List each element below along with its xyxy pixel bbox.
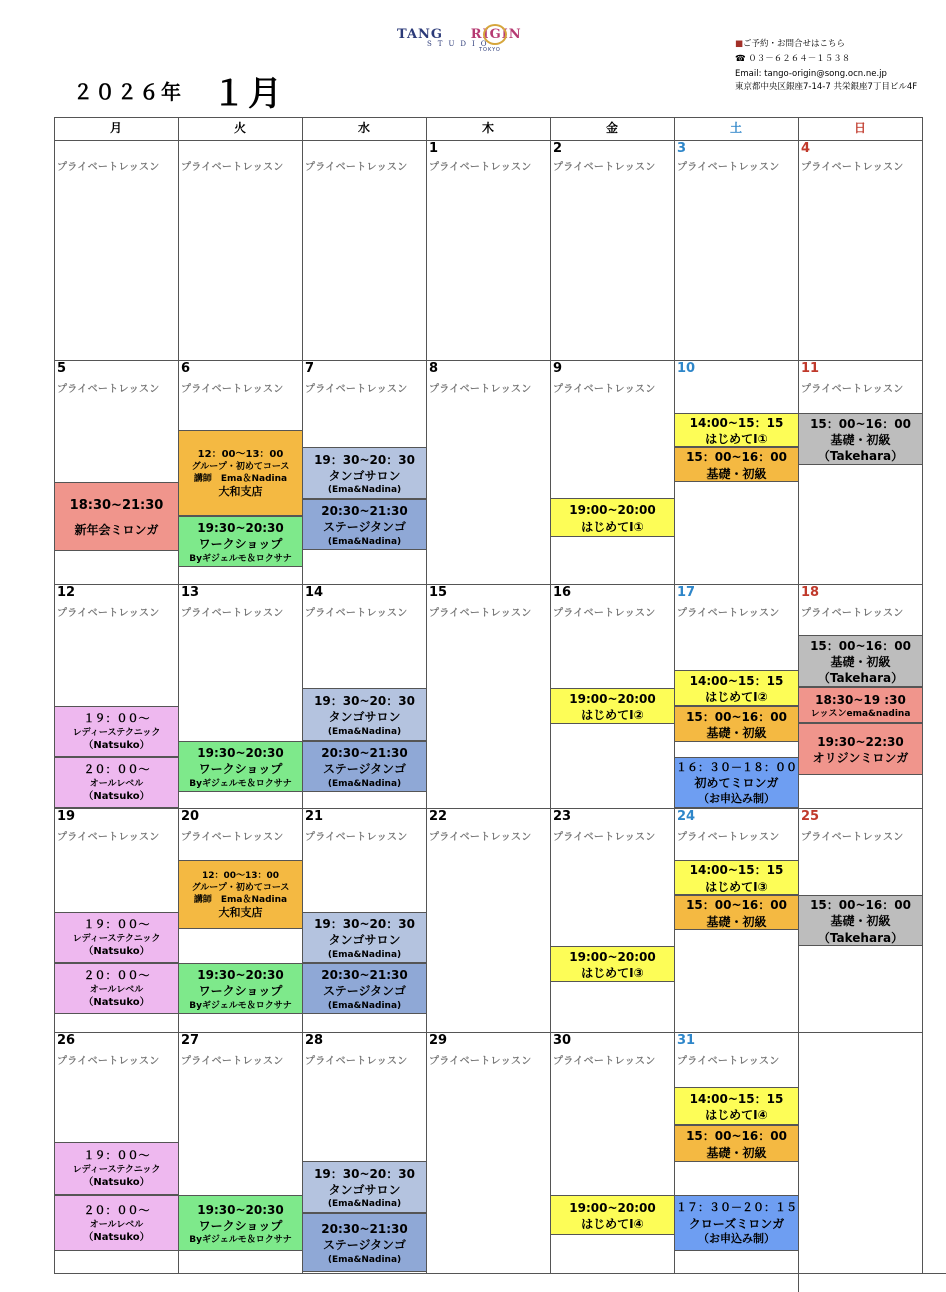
private-lesson-label: プライベートレッスン <box>57 608 160 619</box>
event-line: Byギジェルモ＆ロクサナ <box>189 1000 292 1011</box>
event-line: 15：00~16：00 <box>686 898 787 913</box>
event-line: 19:30~22:30 <box>817 734 904 749</box>
event-block[interactable] <box>54 963 179 1014</box>
event-line: レディーステクニック <box>72 728 161 739</box>
private-lesson-label: プライベートレッスン <box>181 832 284 843</box>
event-block[interactable] <box>798 895 923 946</box>
event-line: 14:00~15：15 <box>689 863 784 878</box>
day-number: 29 <box>429 1033 448 1048</box>
event-line: オールレベル <box>89 985 144 996</box>
event-line: 15：00~16：00 <box>686 709 787 724</box>
event-line: 14:00~15：15 <box>689 416 784 430</box>
event-line: はじめてⅠ① <box>705 432 768 447</box>
event-line: （Takehara） <box>817 671 904 686</box>
day-number: 8 <box>429 361 439 376</box>
event-line: オールレベル <box>89 779 144 790</box>
event-line: 大和支店 <box>218 485 263 499</box>
event-block[interactable] <box>178 860 303 929</box>
private-lesson-label: プライベートレッスン <box>801 384 904 395</box>
event-line: １７：３０－２０：１５ <box>676 1201 797 1215</box>
event-line: 基礎・初級 <box>706 914 767 929</box>
event-line: （Natsuko） <box>83 740 150 752</box>
event-line: ステージタンゴ <box>322 984 407 999</box>
day-number: 6 <box>181 361 191 376</box>
event-line: 19：30~20：30 <box>314 452 415 467</box>
day-number: 31 <box>677 1033 696 1048</box>
event-block[interactable] <box>550 946 675 982</box>
event-line: １９：００～ <box>83 1149 150 1163</box>
day-number: 11 <box>801 361 820 376</box>
event-line: 19:30~20:30 <box>197 521 284 536</box>
event-line: 15：00~16：00 <box>810 638 911 653</box>
event-line: レディーステクニック <box>72 1165 161 1176</box>
event-line: はじめてⅠ③ <box>581 966 644 980</box>
event-line: 19:00~20:00 <box>569 503 656 518</box>
event-block[interactable] <box>674 1195 799 1251</box>
event-line: 20:30~21:30 <box>321 504 408 519</box>
event-block[interactable] <box>54 706 179 757</box>
event-line: ワークショップ <box>198 537 283 552</box>
event-block[interactable] <box>550 1195 675 1235</box>
day-number: 22 <box>429 809 448 824</box>
event-line: 19:00~20:00 <box>569 691 656 706</box>
event-line: タンゴサロン <box>328 468 401 483</box>
logo-text-tango: TANG <box>397 27 444 42</box>
event-line: グループ・初めてコース <box>191 462 290 473</box>
private-lesson-label: プライベートレッスン <box>429 1056 532 1067</box>
day-number: 27 <box>181 1033 200 1048</box>
event-line: 15：00~16：00 <box>810 898 911 913</box>
event-line: (Ema&Nadina) <box>327 485 402 496</box>
event-line: （Natsuko） <box>83 946 150 958</box>
day-number: 10 <box>677 361 696 376</box>
event-block[interactable] <box>798 723 923 775</box>
event-line: はじめてⅠ① <box>581 519 644 534</box>
event-line: 基礎・初級 <box>706 726 767 740</box>
event-line: オールレベル <box>89 1219 144 1230</box>
weekday-header: 火 <box>233 121 246 135</box>
event-line: 基礎・初級 <box>706 1145 767 1160</box>
event-line: １６：３０－１８：００ <box>676 760 797 774</box>
logo-text-tokyo: TOKYO <box>479 47 501 53</box>
private-lesson-label: プライベートレッスン <box>429 608 532 619</box>
event-line: はじめてⅠ④ <box>705 1108 768 1122</box>
logo-text-studio: STUDIO <box>427 40 493 48</box>
day-number: 17 <box>677 585 696 600</box>
year-label: ２０２６年 <box>73 80 183 104</box>
event-line: (Ema&Nadina) <box>327 778 402 789</box>
event-line: ２０：００～ <box>83 763 150 777</box>
contact-info <box>735 37 917 92</box>
day-number: 26 <box>57 1033 76 1048</box>
event-line: 19：30~20：30 <box>314 917 415 932</box>
event-line: 15：00~16：00 <box>810 416 911 431</box>
event-line: 14:00~15：15 <box>689 673 784 688</box>
event-line: 15：00~16：00 <box>686 450 787 465</box>
day-number: 25 <box>801 809 820 824</box>
event-line: ステージタンゴ <box>322 520 407 535</box>
event-block[interactable] <box>54 482 179 551</box>
event-line: タンゴサロン <box>328 933 401 948</box>
event-line: タンゴサロン <box>328 1182 401 1197</box>
event-block[interactable] <box>674 1125 799 1162</box>
event-line: 12：00～13：00 <box>197 448 284 460</box>
day-number: 2 <box>553 141 563 156</box>
event-line: ワークショップ <box>198 984 283 999</box>
event-line: クローズミロンガ <box>688 1216 785 1231</box>
grid-hline <box>54 1273 923 1274</box>
event-block[interactable] <box>798 635 923 687</box>
event-line: （Natsuko） <box>83 791 150 803</box>
day-number: 14 <box>305 585 324 600</box>
event-line: ワークショップ <box>198 762 283 777</box>
private-lesson-label: プライベートレッスン <box>677 832 780 843</box>
event-line: 19:30~20:30 <box>197 968 284 983</box>
event-line: （Natsuko） <box>83 997 150 1009</box>
event-line: （Takehara） <box>817 930 904 945</box>
private-lesson-label: プライベートレッスン <box>305 162 408 173</box>
private-lesson-label: プライベートレッスン <box>553 608 656 619</box>
event-line: 20:30~21:30 <box>321 746 408 761</box>
square-bullet-icon: ■ <box>735 39 744 49</box>
event-line: 18:30~21:30 <box>69 497 164 513</box>
event-line: 初めてミロンガ <box>694 776 779 791</box>
event-line: （お申込み制） <box>698 791 775 805</box>
event-line: オリジンミロンガ <box>812 751 909 765</box>
event-block[interactable] <box>302 1161 427 1213</box>
event-line: （Natsuko） <box>83 1177 150 1189</box>
weekday-header: 水 <box>357 121 370 135</box>
event-block[interactable] <box>302 963 427 1014</box>
event-line: (Ema&Nadina) <box>327 536 402 547</box>
event-line: はじめてⅠ③ <box>705 879 768 894</box>
month-label: １月 <box>212 74 284 114</box>
event-block[interactable] <box>54 1142 179 1195</box>
event-block[interactable] <box>550 688 675 724</box>
event-line: 15：00~16：00 <box>686 1129 787 1144</box>
event-block[interactable] <box>302 688 427 741</box>
day-number: 19 <box>57 809 76 824</box>
event-line: 20:30~21:30 <box>321 1222 408 1237</box>
event-block[interactable] <box>674 670 799 706</box>
event-line: Byギジェルモ＆ロクサナ <box>189 553 292 564</box>
event-line: 18:30~19 :30 <box>815 692 906 707</box>
private-lesson-label: プライベートレッスン <box>57 162 160 173</box>
private-lesson-label: プライベートレッスン <box>553 162 656 173</box>
event-line: レッスンema&nadina <box>810 709 911 720</box>
event-block[interactable] <box>674 447 799 482</box>
grid-hline <box>798 1273 946 1274</box>
weekday-header: 日 <box>853 121 866 135</box>
day-number: 24 <box>677 809 696 824</box>
day-number: 1 <box>429 141 439 156</box>
private-lesson-label: プライベートレッスン <box>677 1056 780 1067</box>
day-number: 23 <box>553 809 572 824</box>
event-line: 19：30~20：30 <box>314 694 415 709</box>
day-number: 18 <box>801 585 820 600</box>
private-lesson-label: プライベートレッスン <box>57 832 160 843</box>
event-line: 基礎・初級 <box>706 466 767 481</box>
event-block[interactable] <box>302 499 427 550</box>
event-block[interactable] <box>674 1087 799 1125</box>
event-line: 新年会ミロンガ <box>74 523 159 538</box>
event-block[interactable] <box>178 430 303 516</box>
event-block[interactable] <box>674 895 799 930</box>
private-lesson-label: プライベートレッスン <box>305 832 408 843</box>
event-line: 19:30~20:30 <box>197 746 284 761</box>
event-line: １９：００～ <box>83 918 150 932</box>
weekday-header: 月 <box>109 121 122 135</box>
event-block[interactable] <box>302 1213 427 1272</box>
event-block[interactable] <box>54 757 179 808</box>
event-line: (Ema&Nadina) <box>327 1254 402 1265</box>
event-block[interactable] <box>54 912 179 963</box>
day-number: 28 <box>305 1033 324 1048</box>
event-line: (Ema&Nadina) <box>327 949 402 960</box>
event-block[interactable] <box>798 687 923 723</box>
private-lesson-label: プライベートレッスン <box>305 384 408 395</box>
day-number: 16 <box>553 585 572 600</box>
private-lesson-label: プライベートレッスン <box>677 608 780 619</box>
private-lesson-label: プライベートレッスン <box>181 162 284 173</box>
email-address[interactable]: Email: tango-origin@song.ocn.ne.jp <box>735 69 887 79</box>
event-line: 20:30~21:30 <box>321 968 408 983</box>
weekday-header: 金 <box>605 121 618 135</box>
event-block[interactable] <box>674 757 799 808</box>
event-line: (Ema&Nadina) <box>327 726 402 737</box>
day-number: 5 <box>57 361 67 376</box>
event-block[interactable] <box>178 1195 303 1251</box>
event-line: ２０：００～ <box>83 969 150 983</box>
private-lesson-label: プライベートレッスン <box>57 1056 160 1067</box>
day-number: 13 <box>181 585 200 600</box>
phone-number[interactable]: ☎ ０３－６２６４－１５３８ <box>735 54 851 64</box>
weekday-header: 木 <box>481 121 494 135</box>
private-lesson-label: プライベートレッスン <box>57 384 160 395</box>
private-lesson-label: プライベートレッスン <box>553 384 656 395</box>
day-number: 4 <box>801 141 811 156</box>
event-line <box>55 514 178 522</box>
private-lesson-label: プライベートレッスン <box>181 384 284 395</box>
private-lesson-label: プライベートレッスン <box>429 162 532 173</box>
event-block[interactable] <box>178 516 303 567</box>
event-block[interactable] <box>302 741 427 792</box>
event-block[interactable] <box>178 963 303 1014</box>
day-number: 15 <box>429 585 448 600</box>
day-number: 20 <box>181 809 200 824</box>
private-lesson-label: プライベートレッスン <box>429 384 532 395</box>
private-lesson-label: プライベートレッスン <box>801 608 904 619</box>
event-block[interactable] <box>302 912 427 963</box>
private-lesson-label: プライベートレッスン <box>677 162 780 173</box>
event-line: （Takehara） <box>817 449 904 464</box>
event-line: ステージタンゴ <box>322 762 407 777</box>
event-line: 19:00~20:00 <box>569 949 656 964</box>
event-line: タンゴサロン <box>328 710 401 725</box>
event-block[interactable] <box>798 413 923 465</box>
day-number: 21 <box>305 809 324 824</box>
event-line: Byギジェルモ＆ロクサナ <box>189 778 292 789</box>
private-lesson-label: プライベートレッスン <box>181 1056 284 1067</box>
event-line: (Ema&Nadina) <box>327 1000 402 1011</box>
grid-vline <box>798 1273 799 1292</box>
event-block[interactable] <box>674 706 799 742</box>
private-lesson-label: プライベートレッスン <box>553 1056 656 1067</box>
event-line: はじめてⅠ② <box>705 690 768 704</box>
address: 東京都中央区銀座7-14-7 共栄銀座7丁目ビル4F <box>735 82 918 92</box>
grid-vline <box>54 117 55 1273</box>
day-number: 7 <box>305 361 315 376</box>
private-lesson-label: プライベートレッスン <box>305 608 408 619</box>
day-number: 3 <box>677 141 687 156</box>
event-line: 14:00~15：15 <box>689 1091 784 1106</box>
event-line: 基礎・初級 <box>830 432 891 447</box>
event-line: ワークショップ <box>198 1218 283 1233</box>
event-line: はじめてⅠ④ <box>581 1217 644 1231</box>
event-block[interactable] <box>550 498 675 537</box>
event-line: グループ・初めてコース <box>191 883 290 893</box>
grid-vline <box>178 117 179 1273</box>
private-lesson-label: プライベートレッスン <box>429 832 532 843</box>
event-block[interactable] <box>54 1195 179 1251</box>
event-line: ２０：００～ <box>83 1203 150 1217</box>
event-line: 12：00～13：00 <box>201 870 280 881</box>
event-line: １９：００～ <box>83 712 150 726</box>
event-line: 講師 Ema＆Nadina <box>193 895 288 906</box>
day-number: 12 <box>57 585 76 600</box>
event-line: （Natsuko） <box>83 1231 150 1243</box>
event-line: ステージタンゴ <box>322 1238 407 1253</box>
studio-logo <box>397 27 597 55</box>
event-line: Byギジェルモ＆ロクサナ <box>189 1235 292 1246</box>
event-line: 大和支店 <box>218 906 263 920</box>
private-lesson-label: プライベートレッスン <box>801 162 904 173</box>
event-line: （お申込み制） <box>698 1232 775 1246</box>
event-block[interactable] <box>674 860 799 895</box>
private-lesson-label: プライベートレッスン <box>553 832 656 843</box>
grid-hline <box>54 140 923 141</box>
reserve-label: ご予約・お問合せはこちら <box>743 39 846 49</box>
day-number: 9 <box>553 361 563 376</box>
event-line: 基礎・初級 <box>830 914 891 929</box>
day-number: 30 <box>553 1033 572 1048</box>
event-line: 19:30~20:30 <box>197 1202 284 1217</box>
event-block[interactable] <box>178 741 303 792</box>
weekday-header: 土 <box>729 121 742 135</box>
logo-text-rigin: RIGIN <box>470 27 522 42</box>
event-line: (Ema&Nadina) <box>327 1199 402 1210</box>
event-line: 19:00~20:00 <box>569 1200 656 1215</box>
event-line: 講師 Ema＆Nadina <box>193 474 288 485</box>
event-line: レディーステクニック <box>72 934 161 945</box>
event-block[interactable] <box>302 447 427 499</box>
event-line: 基礎・初級 <box>830 654 891 669</box>
private-lesson-label: プライベートレッスン <box>801 832 904 843</box>
event-line: はじめてⅠ② <box>581 708 644 722</box>
event-line: 19：30~20：30 <box>314 1166 415 1181</box>
private-lesson-label: プライベートレッスン <box>305 1056 408 1067</box>
event-block[interactable] <box>674 413 799 447</box>
private-lesson-label: プライベートレッスン <box>181 608 284 619</box>
